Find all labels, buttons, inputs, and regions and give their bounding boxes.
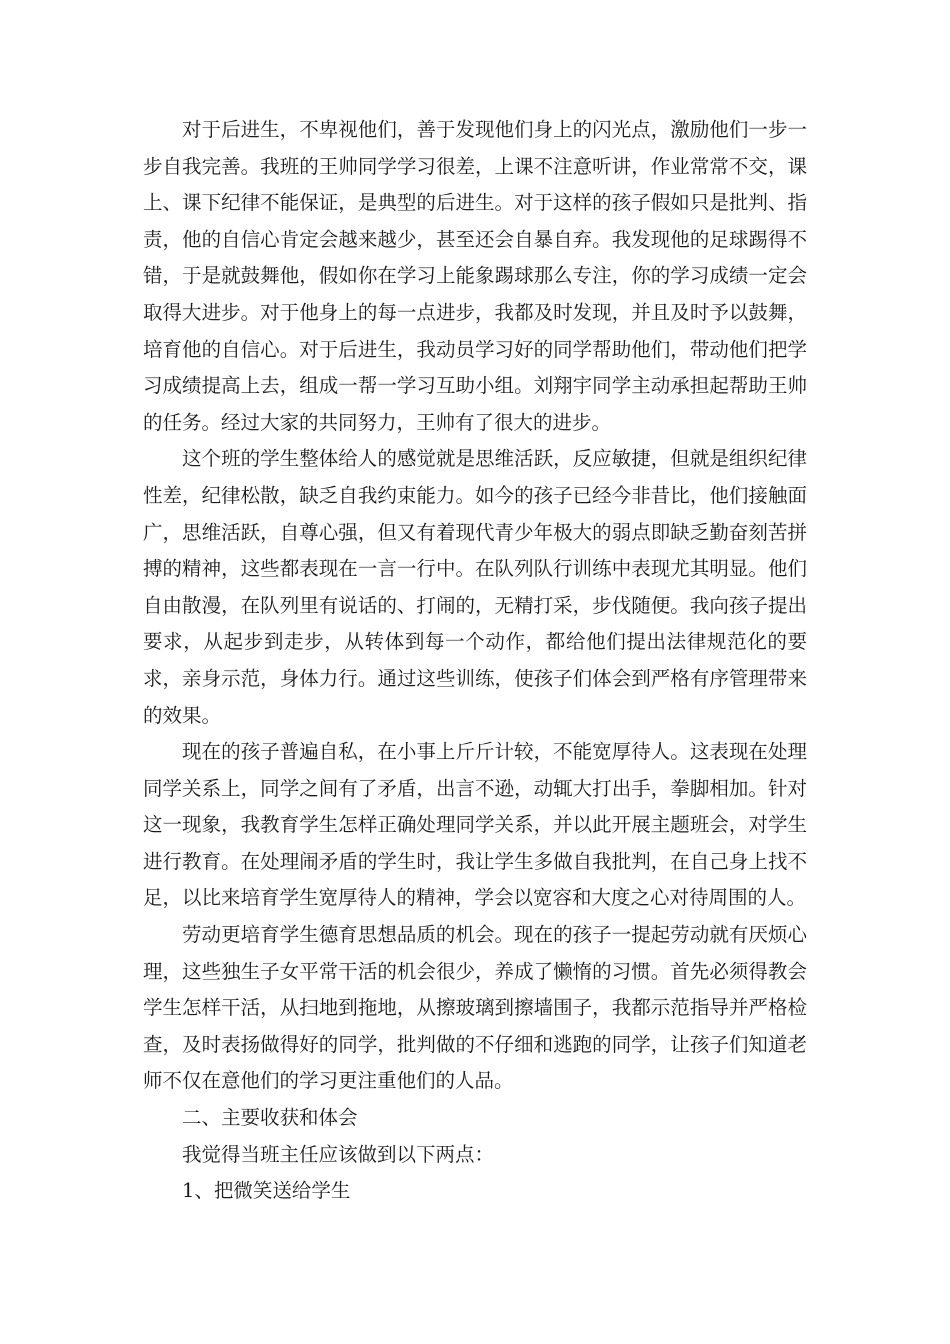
paragraph-class-discipline: 这个班的学生整体给人的感觉就是思维活跃，反应敏捷，但就是组织纪律性差，纪律松散，缺乏自我约束能力。如今的孩子已经今非昔比，他们接触面广，思维活跃，自尊心强，但又有着现代青少年极大的弱点即缺乏勤奋刻苦拼搏的精神，这些都表现在一言一行中。在队列队行训练中表现尤其明显。他们自由散漫，在队列里有说话的、打闹的，无精打采，步伐随便。我向孩子提出要求，从起步到走步，从转体到每一个动作，都给他们提出法律规范化的要求，亲身示范，身体力行。通过这些训练，使孩子们体会到严格有序管理带来的效果。 xyxy=(143,447,807,727)
list-item-1: 1、把微笑送给学生 xyxy=(182,1179,351,1203)
section-heading: 二、主要收获和体会 xyxy=(182,1106,358,1130)
paragraph-labor-education: 劳动更培育学生德育思想品质的机会。现在的孩子一提起劳动就有厌烦心理，这些独生子女平常干活的机会很少，养成了懒惰的习惯。首先必须得教会学生怎样干活，从扫地到拖地，从擦玻璃到擦墙围子，我都示范指导并严格检查，及时表扬做得好的同学，批判做的不仔细和逃跑的同学，让孩子们知道老师不仅在意他们的学习更注重他们的人品。 xyxy=(143,923,807,1093)
document-body xyxy=(143,112,807,1210)
intro-line: 我觉得当班主任应该做到以下两点： xyxy=(182,1142,495,1166)
paragraph-underachievers: 对于后进生，不卑视他们，善于发现他们身上的闪光点，激励他们一步一步自我完善。我班的王帅同学学习很差，上课不注意听讲，作业常常不交，课上、课下纪律不能保证，是典型的后进生。对于这样的孩子假如只是批判、指责，他的自信心肯定会越来越少，甚至还会自暴自弃。我发现他的足球踢得不错，于是就鼓舞他，假如你在学习上能象踢球那么专注，你的学习成绩一定会取得大进步。对于他身上的每一点进步，我都及时发现，并且及时予以鼓舞，培育他的自信心。对于后进生，我动员学习好的同学帮助他们，带动他们把学习成绩提高上去，组成一帮一学习互助小组。刘翔宇同学主动承担起帮助王帅的任务。经过大家的共同努力，王帅有了很大的进步。 xyxy=(143,118,807,434)
paragraph-student-relations: 现在的孩子普遍自私，在小事上斤斤计较，不能宽厚待人。这表现在处理同学关系上，同学之间有了矛盾，出言不逊，动辄大打出手，拳脚相加。针对这一现象，我教育学生怎样正确处理同学关系，并以此开展主题班会，对学生进行教育。在处理闹矛盾的学生时，我让学生多做自我批判，在自己身上找不足，以比来培育学生宽厚待人的精神，学会以宽容和大度之心对待周围的人。 xyxy=(143,740,807,910)
